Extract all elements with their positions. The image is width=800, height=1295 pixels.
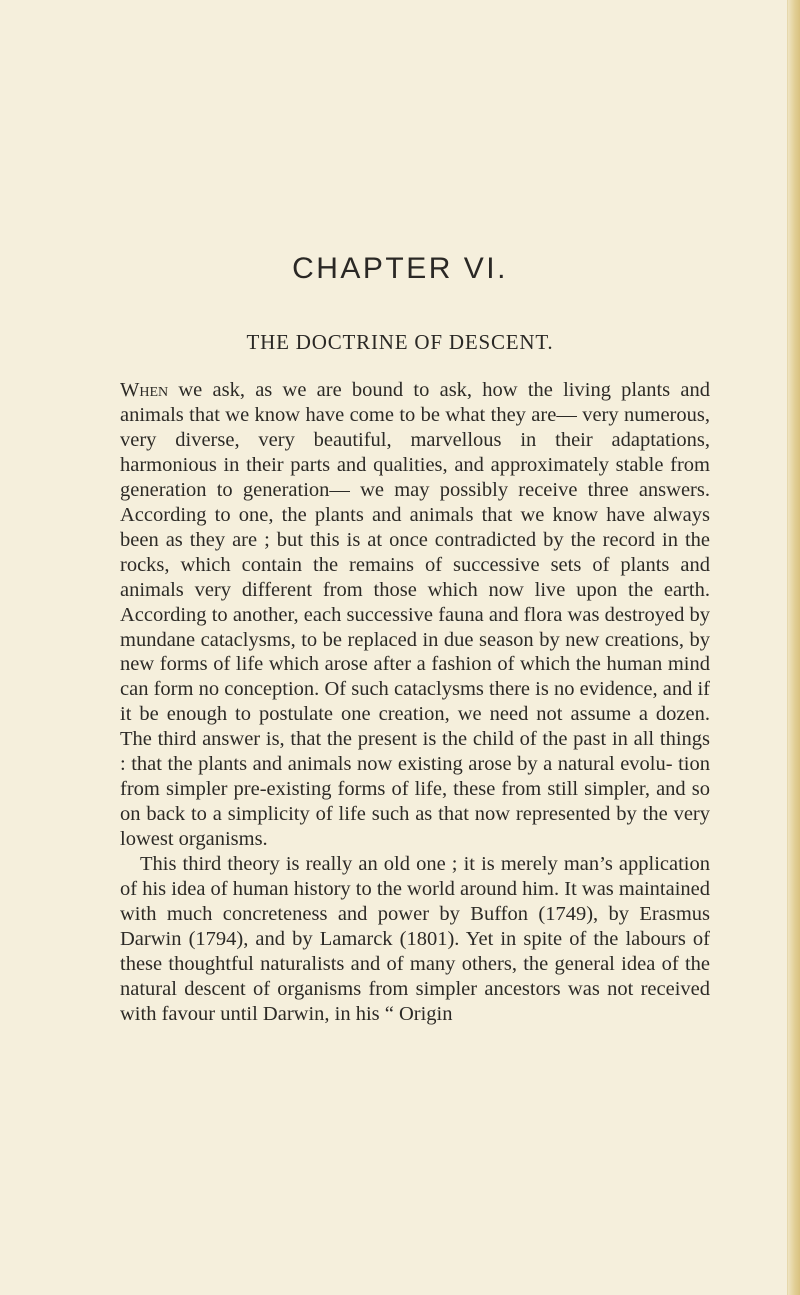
body-text xyxy=(120,378,710,1027)
paragraph xyxy=(120,378,710,852)
paragraph-text: This third theory is really an old one ; it is merely man’s application of his idea of human history to the world around him. It was maintained with much concreteness and power by Buffon (1749), by Erasmus Darwin (1794), and by Lamarck (1801). Yet in spite of the labours of these thoughtful naturalists and of many others, the general idea of the natural descent of organisms from simpler ancestors was not received with favour until Darwin, in his “ Origin xyxy=(120,853,710,1025)
paragraph-text: we ask, as we are bound to ask, how the living plants and animals that we know have come to be what they are— very numerous, very diverse, very beautiful, marvellous in their adaptations, harmonious in their parts and qualities, and approximately stable from generation to generation— we may possibly receive three answers. According to one, the plants and animals that we know have always been as they are ; but this is at once contradicted by the record in the rocks, which contain the remains of successive sets of plants and animals very different from those which now live upon the earth. According to another, each successive fauna and flora was destroyed by mundane cataclysms, to be replaced in due season by new creations, by new forms of life which arose after a fashion of which the human mind can form no conception. Of such cataclysms there is no evidence, and if it be enough to postulate one creation, we need not assume a dozen. The third answer is, that the present is the child of the past in all things : that the plants and animals now existing arose by a natural evolu- tion from simpler pre-existing forms of life, these from still simpler, and so on back to a simplicity of life such as that now represented by the very lowest organisms. xyxy=(120,379,710,851)
page-edge xyxy=(788,0,800,1295)
chapter-heading: CHAPTER VI. xyxy=(292,252,508,285)
paragraph xyxy=(120,852,710,1027)
chapter-title: THE DOCTRINE OF DESCENT. xyxy=(246,330,554,354)
paragraph-lead-word: When xyxy=(120,379,169,401)
